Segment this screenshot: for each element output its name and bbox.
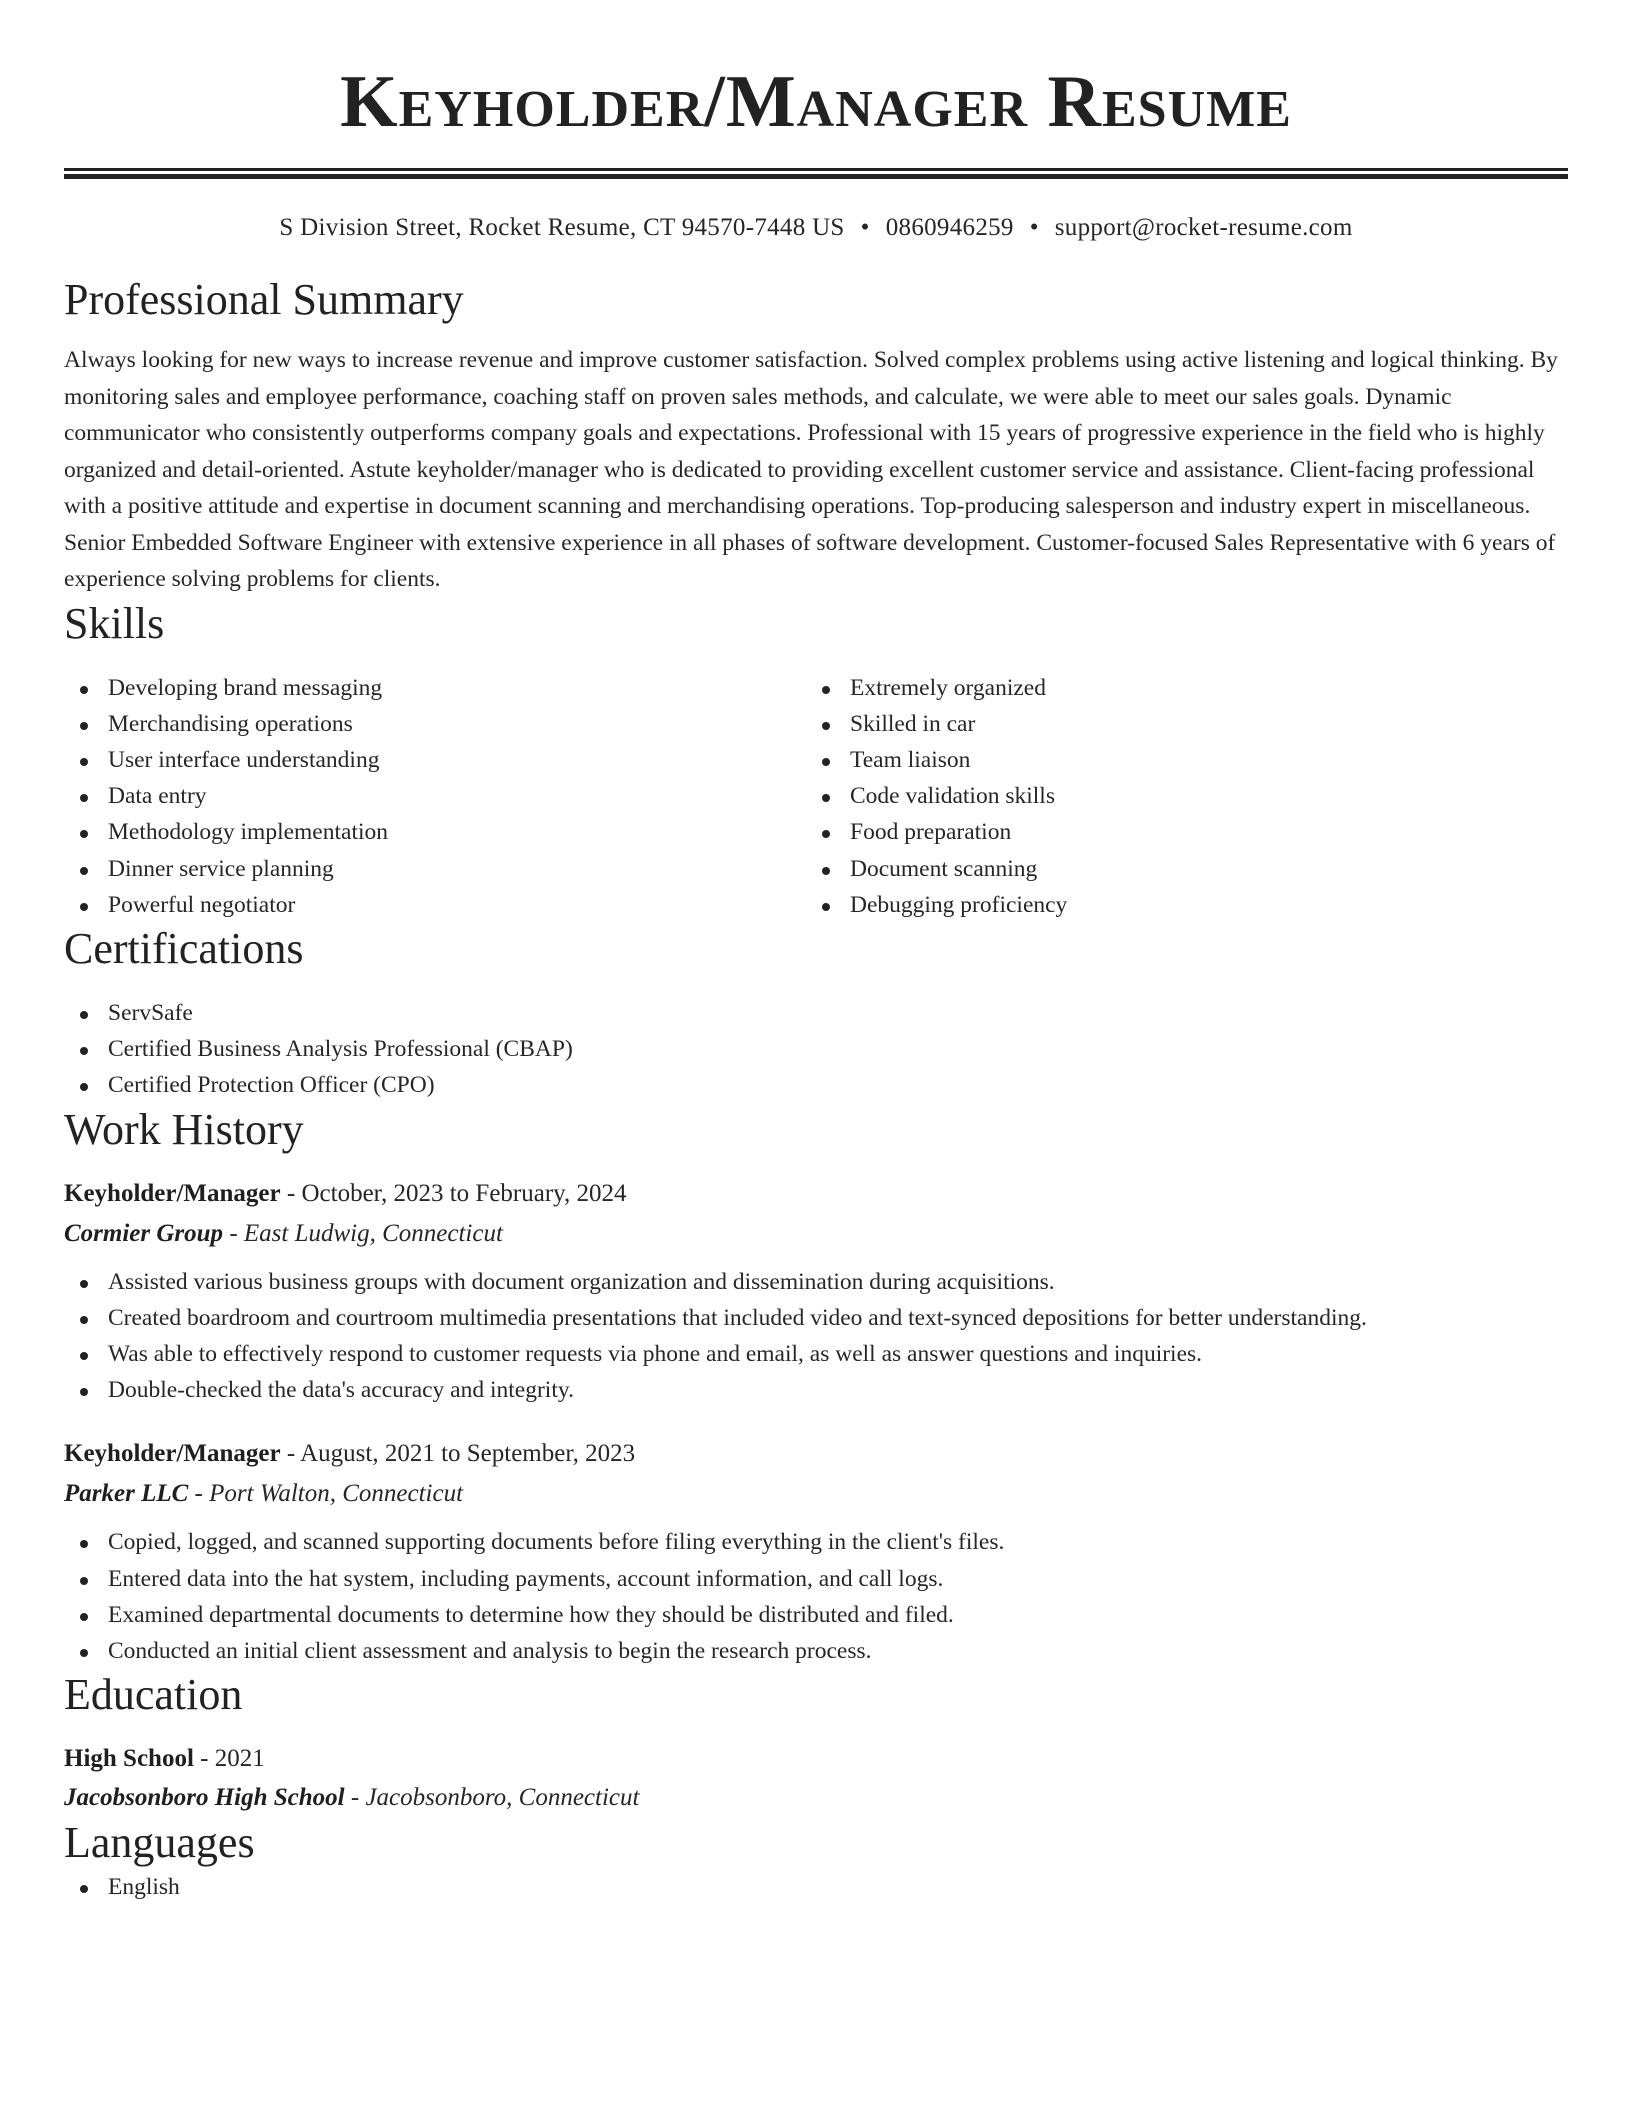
languages-list bbox=[64, 1869, 1568, 1905]
job-duties-list bbox=[64, 1264, 1568, 1409]
job-duty: Was able to effectively respond to customer requests via phone and email, as well as answer questions and inquiries. bbox=[64, 1336, 1568, 1372]
skill-item: Team liaison bbox=[806, 742, 1548, 778]
language-item: English bbox=[64, 1869, 1568, 1905]
title-divider bbox=[64, 168, 1568, 179]
degree: High School bbox=[64, 1745, 194, 1773]
degree-line bbox=[64, 1739, 1568, 1779]
contact-email: support@rocket-resume.com bbox=[1054, 214, 1353, 241]
job-title: Keyholder/Manager bbox=[64, 1179, 281, 1207]
contact-separator: • bbox=[1029, 214, 1039, 241]
school-location: Jacobsonboro, Connecticut bbox=[365, 1784, 640, 1812]
skills-left-list bbox=[64, 670, 806, 923]
job-duty: Double-checked the data's accuracy and integrity. bbox=[64, 1372, 1568, 1408]
company-location: East Ludwig, Connecticut bbox=[243, 1219, 503, 1247]
job-entry bbox=[64, 1174, 1568, 1409]
skill-item: Merchandising operations bbox=[64, 706, 806, 742]
education-heading: Education bbox=[64, 1670, 243, 1720]
job-duty: Copied, logged, and scanned supporting documents before filing everything in the client's files. bbox=[64, 1524, 1568, 1560]
contact-line bbox=[64, 212, 1568, 244]
job-duty: Conducted an initial client assessment and analysis to begin the research process. bbox=[64, 1633, 1568, 1669]
dash: - bbox=[188, 1480, 210, 1508]
resume-title: Keyholder/Manager Resume bbox=[340, 61, 1292, 143]
skill-item: Food preparation bbox=[806, 814, 1548, 850]
company-line bbox=[64, 1214, 1568, 1254]
skill-item: Data entry bbox=[64, 778, 806, 814]
certification-item: ServSafe bbox=[64, 995, 1568, 1031]
skill-item: Skilled in car bbox=[806, 706, 1548, 742]
skill-item: Methodology implementation bbox=[64, 814, 806, 850]
job-dates: October, 2023 to February, 2024 bbox=[301, 1179, 627, 1207]
job-title-line bbox=[64, 1434, 1568, 1474]
job-duties-list bbox=[64, 1524, 1568, 1669]
certification-item: Certified Business Analysis Professional (CBAP) bbox=[64, 1031, 1568, 1067]
contact-address: S Division Street, Rocket Resume, CT 94570-7448 US bbox=[279, 214, 845, 241]
skill-item: Document scanning bbox=[806, 851, 1548, 887]
dash: - bbox=[344, 1784, 366, 1812]
skill-item: Powerful negotiator bbox=[64, 887, 806, 923]
work-history-heading: Work History bbox=[64, 1104, 304, 1154]
dash: - bbox=[280, 1179, 302, 1207]
company-name: Parker LLC bbox=[64, 1480, 189, 1508]
dash: - bbox=[193, 1745, 215, 1773]
company-location: Port Walton, Connecticut bbox=[209, 1480, 464, 1508]
graduation-year: 2021 bbox=[214, 1745, 265, 1773]
dash: - bbox=[223, 1219, 244, 1247]
skill-item: User interface understanding bbox=[64, 742, 806, 778]
job-duty: Created boardroom and courtroom multimedia presentations that included video and text-synced depositions for better understanding. bbox=[64, 1300, 1568, 1336]
skills-heading: Skills bbox=[64, 598, 165, 648]
dash: - bbox=[280, 1440, 301, 1468]
skill-item: Dinner service planning bbox=[64, 851, 806, 887]
job-duty: Entered data into the hat system, including payments, account information, and call logs. bbox=[64, 1561, 1568, 1597]
certifications-list bbox=[64, 995, 1568, 1104]
languages-heading: Languages bbox=[64, 1818, 255, 1868]
skill-item: Code validation skills bbox=[806, 778, 1548, 814]
summary-text: Always looking for new ways to increase revenue and improve customer satisfaction. Solved complex problems using active listening and logical thinking. By monitoring sales and employee performance, coaching staff on proven sales methods, and calculate, we were able to meet our sales goals. Dynamic communicator who consistently outperforms company goals and expectations. Professional with 15 years of progressive experience in the field who is highly organized and detail-oriented. Astute keyholder/manager who is dedicated to providing excellent customer service and assistance. Client-facing professional with a positive attitude and expertise in document scanning and merchandising operations. Top-producing salesperson and industry expert in miscellaneous. Senior Embedded Software Engineer with extensive experience in all phases of software development. Customer-focused Sales Representative with 6 years of experience solving problems for clients. bbox=[64, 347, 1558, 592]
job-title-line bbox=[64, 1174, 1568, 1214]
job-duty: Examined departmental documents to determine how they should be distributed and filed. bbox=[64, 1597, 1568, 1633]
skill-item: Debugging proficiency bbox=[806, 887, 1548, 923]
job-dates: August, 2021 to September, 2023 bbox=[300, 1440, 636, 1468]
job-duty: Assisted various business groups with document organization and dissemination during acquisitions. bbox=[64, 1264, 1568, 1300]
summary-heading: Professional Summary bbox=[64, 275, 464, 324]
company-line bbox=[64, 1474, 1568, 1514]
job-entry bbox=[64, 1434, 1568, 1669]
school-line bbox=[64, 1779, 1568, 1817]
education-entry bbox=[64, 1739, 1568, 1817]
school-name: Jacobsonboro High School bbox=[64, 1784, 345, 1812]
job-title: Keyholder/Manager bbox=[64, 1440, 281, 1468]
contact-separator: • bbox=[860, 214, 870, 241]
company-name: Cormier Group bbox=[64, 1219, 224, 1247]
certifications-heading: Certifications bbox=[64, 923, 304, 973]
skills-columns bbox=[64, 670, 1568, 923]
certification-item: Certified Protection Officer (CPO) bbox=[64, 1067, 1568, 1103]
contact-phone: 0860946259 bbox=[885, 214, 1014, 241]
skill-item: Extremely organized bbox=[806, 670, 1548, 706]
skill-item: Developing brand messaging bbox=[64, 670, 806, 706]
skills-right-list bbox=[806, 670, 1548, 923]
